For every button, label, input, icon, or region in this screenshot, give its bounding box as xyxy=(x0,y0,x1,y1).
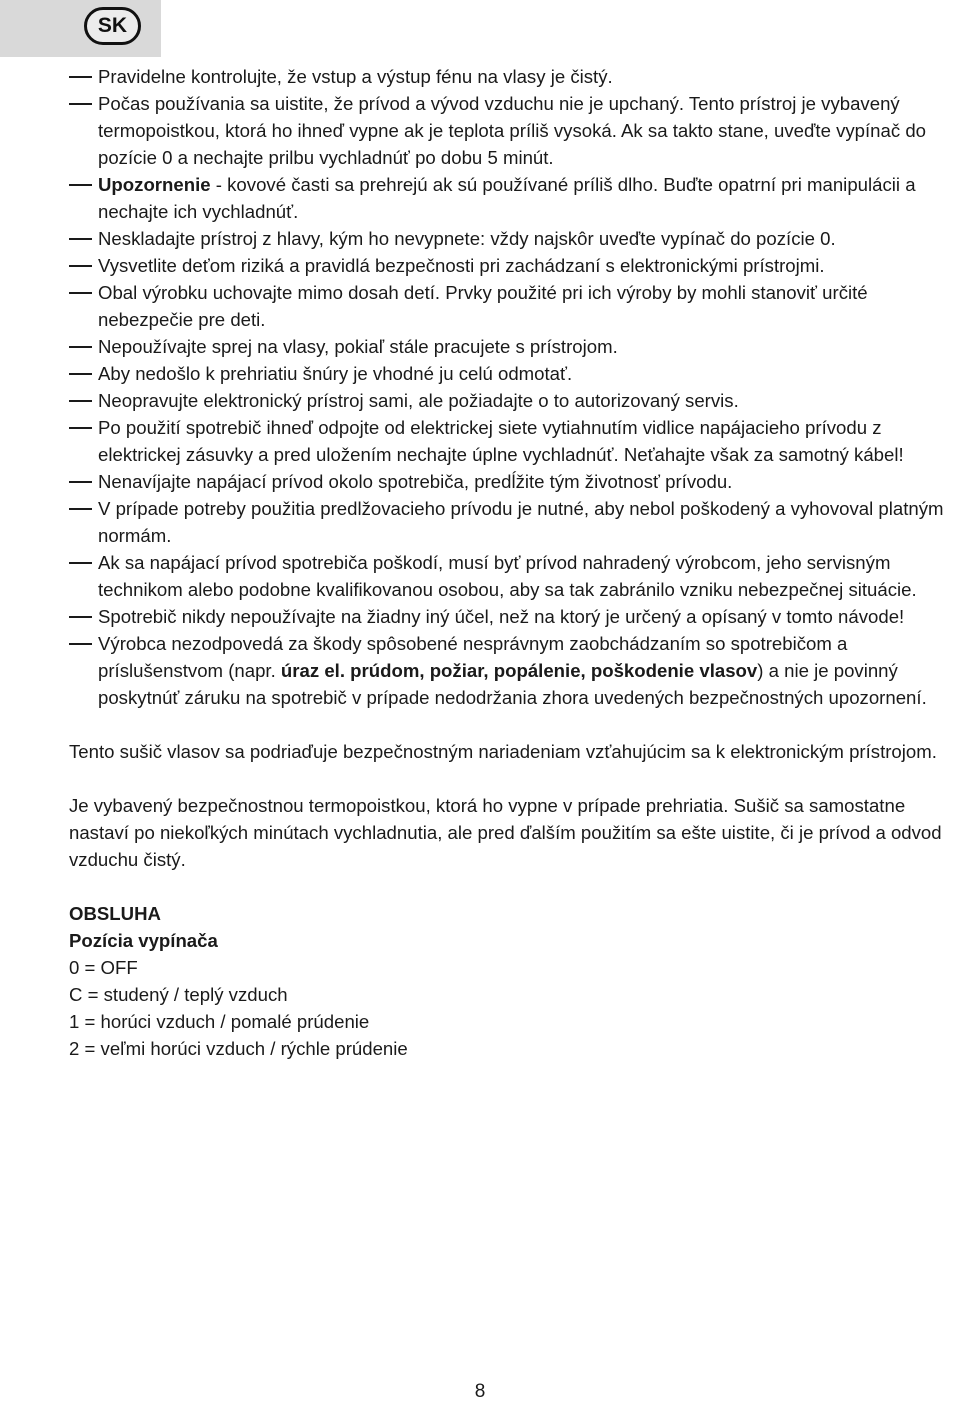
list-item: Obal výrobku uchovajte mimo dosah detí. Prvky použité pri ich výroby by mohli stanoviť určité nebezpečie pre deti. xyxy=(69,279,959,333)
list-item: Neopravujte elektronický prístroj sami, ale požiadajte o to autorizovaný servis. xyxy=(69,387,959,414)
setting-item: 0 = OFF xyxy=(69,957,138,978)
list-item: Ak sa napájací prívod spotrebiča poškodí, musí byť prívod nahradený výrobcom, jeho servisným technikom alebo podobne kvalifikovanou osobou, aby sa tak zabránilo vzniku nebezpečnej situácie. xyxy=(69,549,959,603)
thermal-fuse-paragraph: Je vybavený bezpečnostnou termopoistkou, ktorá ho vypne v prípade prehriatia. Sušič sa samostatne nastaví po niekoľkých minútach vychladnutia, ale pred ďalším použitím sa ešte uistite, či je prívod a odvod vzduchu čistý. xyxy=(69,795,942,870)
page-content xyxy=(69,63,959,1062)
list-item: Upozornenie - kovové časti sa prehrejú ak sú používané príliš dlho. Buďte opatrní pri manipulácii a nechajte ich vychladnúť. xyxy=(69,171,959,225)
list-item: Výrobca nezodpovedá za škody spôsobené nesprávnym zaobchádzaním so spotrebičom a príslušenstvom (napr. úraz el. prúdom, požiar, popálenie, poškodenie vlasov) a nie je povinný poskytnúť záruku na spotrebič v prípade nedodržania zhora uvedených bezpečnostných upozornení. xyxy=(69,630,959,711)
list-item: Pravidelne kontrolujte, že vstup a výstup fénu na vlasy je čistý. xyxy=(69,63,959,90)
list-item: Vysvetlite deťom riziká a pravidlá bezpečnosti pri zachádzaní s elektronickými prístrojmi. xyxy=(69,252,959,279)
language-tab xyxy=(0,0,161,57)
list-item: Nepoužívajte sprej na vlasy, pokiaľ stále pracujete s prístrojom. xyxy=(69,333,959,360)
list-item: Počas používania sa uistite, že prívod a vývod vzduchu nie je upchaný. Tento prístroj je vybavený termopoistkou, ktorá ho ihneď vypne ak je teplota príliš vysoká. Ak sa takto stane, uveďte vypínač do pozície 0 a nechajte prilbu vychladnúť po dobu 5 minút. xyxy=(69,90,959,171)
list-item: Aby nedošlo k prehriatiu šnúry je vhodné ju celú odmotať. xyxy=(69,360,959,387)
language-badge: SK xyxy=(84,7,141,45)
list-item: V prípade potreby použitia predlžovacieho prívodu je nutné, aby nebol poškodený a vyhovoval platným normám. xyxy=(69,495,959,549)
operation-section xyxy=(69,900,959,1062)
list-item: Po použití spotrebič ihneď odpojte od elektrickej siete vytiahnutím vidlice napájacieho prívodu z elektrickej zásuvky a pred uložením nechajte úplne vychladnúť. Neťahajte však za samotný kábel! xyxy=(69,414,959,468)
list-item: Neskladajte prístroj z hlavy, kým ho nevypnete: vždy najskôr uveďte vypínač do pozície 0. xyxy=(69,225,959,252)
setting-item: 2 = veľmi horúci vzduch / rýchle prúdenie xyxy=(69,1038,408,1059)
setting-item: 1 = horúci vzduch / pomalé prúdenie xyxy=(69,1011,370,1032)
section-heading: OBSLUHA xyxy=(69,903,161,924)
compliance-paragraph: Tento sušič vlasov sa podriaďuje bezpečnostným nariadeniam vzťahujúcim sa k elektronickým prístrojom. xyxy=(69,741,937,762)
safety-instructions-list xyxy=(69,63,959,711)
page-number: 8 xyxy=(474,1381,486,1402)
setting-item: C = studený / teplý vzduch xyxy=(69,984,288,1005)
section-subheading: Pozícia vypínača xyxy=(69,930,218,951)
list-item: Nenavíjajte napájací prívod okolo spotrebiča, predĺžite tým životnosť prívodu. xyxy=(69,468,959,495)
list-item: Spotrebič nikdy nepoužívajte na žiadny iný účel, než na ktorý je určený a opísaný v tomto návode! xyxy=(69,603,959,630)
